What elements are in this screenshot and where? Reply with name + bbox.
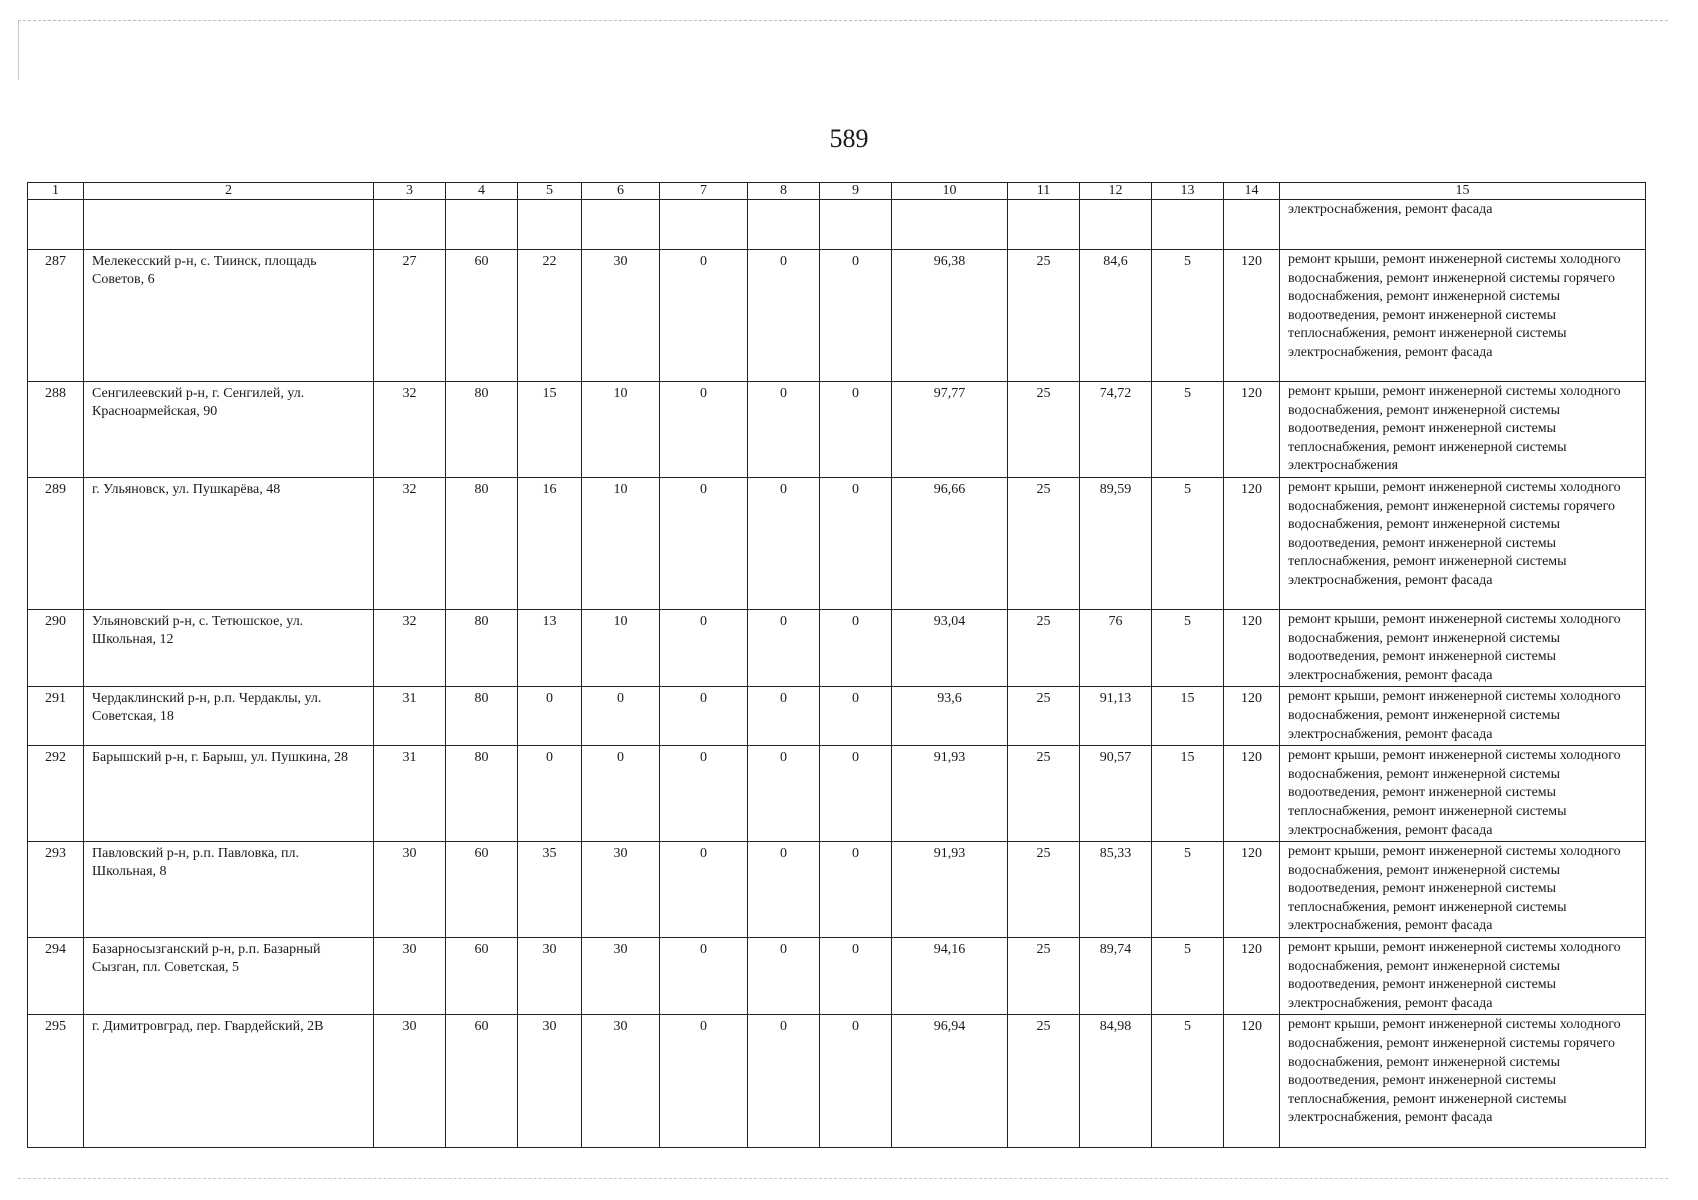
value-cell-col-5: 13: [518, 609, 582, 686]
works-list-cell: ремонт крыши, ремонт инженерной системы холодного водоснабжения, ремонт инженерной системы водоотведения, ремонт инженерной системы электроснабжения, ремонт фасада: [1280, 609, 1646, 686]
continuation-row: [28, 200, 1646, 250]
value-cell-col-6: 30: [582, 1015, 660, 1148]
value-cell-col-7: 0: [660, 938, 748, 1015]
column-header: 11: [1008, 183, 1080, 200]
value-cell-col-7: 0: [660, 250, 748, 382]
column-header: 6: [582, 183, 660, 200]
value-cell-col-11: 25: [1008, 842, 1080, 938]
value-cell-col-5: 16: [518, 477, 582, 609]
value-cell-col-8: 0: [748, 1015, 820, 1148]
table-row: [28, 938, 1646, 1015]
value-cell-col-10: 91,93: [892, 842, 1008, 938]
column-header: 9: [820, 183, 892, 200]
value-cell-col-6: 10: [582, 609, 660, 686]
value-cell-col-8: 0: [748, 938, 820, 1015]
value-cell-col-13: 5: [1152, 1015, 1224, 1148]
value-cell-col-12: 89,74: [1080, 938, 1152, 1015]
value-cell-col-14: 120: [1224, 1015, 1280, 1148]
table-row: [28, 687, 1646, 746]
scan-edge-bottom: [18, 1178, 1668, 1179]
value-cell-col-6: 0: [582, 746, 660, 842]
row-number-cell: 293: [28, 842, 84, 938]
value-cell-col-7: 0: [660, 477, 748, 609]
value-cell-col-9: 0: [820, 687, 892, 746]
column-header: 1: [28, 183, 84, 200]
value-cell-col-9: 0: [820, 477, 892, 609]
works-list-cell: ремонт крыши, ремонт инженерной системы холодного водоснабжения, ремонт инженерной системы электроснабжения, ремонт фасада: [1280, 687, 1646, 746]
value-cell-col-3: 30: [374, 938, 446, 1015]
address-cell: Павловский р-н, р.п. Павловка, пл. Школьная, 8: [84, 842, 374, 938]
value-cell-col-8: 0: [748, 609, 820, 686]
value-cell-col-8: 0: [748, 687, 820, 746]
column-number-row: [28, 183, 1646, 200]
value-cell-col-10: 93,04: [892, 609, 1008, 686]
value-cell-col-13: 5: [1152, 609, 1224, 686]
row-number-cell: 288: [28, 382, 84, 478]
table-row: [28, 477, 1646, 609]
value-cell-col-4: 80: [446, 382, 518, 478]
value-cell-col-11: 25: [1008, 477, 1080, 609]
column-header: 14: [1224, 183, 1280, 200]
value-cell-col-9: 0: [820, 1015, 892, 1148]
column-header: 13: [1152, 183, 1224, 200]
value-cell-col-5: 0: [518, 746, 582, 842]
row-number-cell: 287: [28, 250, 84, 382]
value-cell-col-7: 0: [660, 687, 748, 746]
value-cell-col-3: 32: [374, 477, 446, 609]
value-cell-col-11: 25: [1008, 1015, 1080, 1148]
row-number-cell: 295: [28, 1015, 84, 1148]
value-cell-col-11: 25: [1008, 250, 1080, 382]
value-cell-col-5: 15: [518, 382, 582, 478]
value-cell-col-12: 90,57: [1080, 746, 1152, 842]
table-row: [28, 746, 1646, 842]
value-cell-col-12: 84,6: [1080, 250, 1152, 382]
value-cell-col-13: 5: [1152, 477, 1224, 609]
column-header: 2: [84, 183, 374, 200]
value-cell-col-6: 10: [582, 382, 660, 478]
value-cell-col-8: 0: [748, 746, 820, 842]
row-number-cell: 289: [28, 477, 84, 609]
column-header: 4: [446, 183, 518, 200]
works-list-cell: ремонт крыши, ремонт инженерной системы холодного водоснабжения, ремонт инженерной системы горячего водоснабжения, ремонт инженерной системы водоотведения, ремонт инженерной системы теплоснабжения, ремонт инженерной системы электроснабжения, ремонт фасада: [1280, 1015, 1646, 1148]
value-cell-col-11: 25: [1008, 746, 1080, 842]
value-cell-col-10: 91,93: [892, 746, 1008, 842]
value-cell-col-11: 25: [1008, 382, 1080, 478]
value-cell-col-8: 0: [748, 842, 820, 938]
value-cell-col-8: 0: [748, 382, 820, 478]
column-header: 3: [374, 183, 446, 200]
column-header: 7: [660, 183, 748, 200]
address-cell: Базарносызганский р-н, р.п. Базарный Сызган, пл. Советская, 5: [84, 938, 374, 1015]
value-cell-col-5: 35: [518, 842, 582, 938]
value-cell-col-13: 5: [1152, 250, 1224, 382]
table-row: [28, 842, 1646, 938]
column-header: 10: [892, 183, 1008, 200]
value-cell-col-6: 30: [582, 938, 660, 1015]
value-cell-col-4: 80: [446, 687, 518, 746]
value-cell-col-14: 120: [1224, 842, 1280, 938]
column-header: 8: [748, 183, 820, 200]
value-cell-col-14: 120: [1224, 609, 1280, 686]
value-cell-col-3: 30: [374, 842, 446, 938]
value-cell-col-7: 0: [660, 746, 748, 842]
value-cell-col-13: 15: [1152, 746, 1224, 842]
column-header: 5: [518, 183, 582, 200]
value-cell-col-3: 31: [374, 687, 446, 746]
scan-edge-left: [18, 20, 19, 80]
address-cell: Чердаклинский р-н, р.п. Чердаклы, ул. Советская, 18: [84, 687, 374, 746]
address-cell: г. Димитровград, пер. Гвардейский, 2В: [84, 1015, 374, 1148]
value-cell-col-7: 0: [660, 1015, 748, 1148]
value-cell-col-14: 120: [1224, 687, 1280, 746]
value-cell-col-9: 0: [820, 842, 892, 938]
value-cell-col-14: 120: [1224, 477, 1280, 609]
row-number-cell: 290: [28, 609, 84, 686]
value-cell-col-10: 97,77: [892, 382, 1008, 478]
address-cell: Ульяновский р-н, с. Тетюшское, ул. Школьная, 12: [84, 609, 374, 686]
value-cell-col-10: 96,66: [892, 477, 1008, 609]
value-cell-col-9: 0: [820, 609, 892, 686]
value-cell-col-7: 0: [660, 842, 748, 938]
value-cell-col-8: 0: [748, 250, 820, 382]
page-number: 589: [829, 124, 869, 153]
value-cell-col-3: 27: [374, 250, 446, 382]
value-cell-col-5: 30: [518, 938, 582, 1015]
value-cell-col-3: 32: [374, 609, 446, 686]
address-cell: Барышский р-н, г. Барыш, ул. Пушкина, 28: [84, 746, 374, 842]
value-cell-col-13: 5: [1152, 842, 1224, 938]
value-cell-col-12: 76: [1080, 609, 1152, 686]
value-cell-col-11: 25: [1008, 609, 1080, 686]
table-row: [28, 609, 1646, 686]
value-cell-col-6: 0: [582, 687, 660, 746]
value-cell-col-10: 93,6: [892, 687, 1008, 746]
value-cell-col-11: 25: [1008, 938, 1080, 1015]
value-cell-col-9: 0: [820, 250, 892, 382]
value-cell-col-4: 80: [446, 477, 518, 609]
value-cell-col-6: 10: [582, 477, 660, 609]
value-cell-col-13: 5: [1152, 938, 1224, 1015]
value-cell-col-8: 0: [748, 477, 820, 609]
value-cell-col-13: 15: [1152, 687, 1224, 746]
works-list-cell: ремонт крыши, ремонт инженерной системы холодного водоснабжения, ремонт инженерной системы водоотведения, ремонт инженерной системы теплоснабжения, ремонт инженерной системы электроснабжения, ремонт фасада: [1280, 842, 1646, 938]
value-cell-col-14: 120: [1224, 938, 1280, 1015]
value-cell-col-12: 84,98: [1080, 1015, 1152, 1148]
value-cell-col-14: 120: [1224, 382, 1280, 478]
works-list-cell: ремонт крыши, ремонт инженерной системы холодного водоснабжения, ремонт инженерной системы горячего водоснабжения, ремонт инженерной системы водоотведения, ремонт инженерной системы теплоснабжения, ремонт инженерной системы электроснабжения, ремонт фасада: [1280, 250, 1646, 382]
value-cell-col-4: 60: [446, 1015, 518, 1148]
works-list-cell: ремонт крыши, ремонт инженерной системы холодного водоснабжения, ремонт инженерной системы водоотведения, ремонт инженерной системы теплоснабжения, ремонт инженерной системы электроснабжения: [1280, 382, 1646, 478]
column-header: 15: [1280, 183, 1646, 200]
value-cell-col-3: 31: [374, 746, 446, 842]
row-number-cell: 292: [28, 746, 84, 842]
value-cell-col-10: 96,38: [892, 250, 1008, 382]
table-row: [28, 250, 1646, 382]
value-cell-col-7: 0: [660, 609, 748, 686]
scan-edge-top: [18, 20, 1668, 21]
works-list-cell: ремонт крыши, ремонт инженерной системы холодного водоснабжения, ремонт инженерной системы горячего водоснабжения, ремонт инженерной системы водоотведения, ремонт инженерной системы теплоснабжения, ремонт инженерной системы электроснабжения, ремонт фасада: [1280, 477, 1646, 609]
table-body: [28, 183, 1646, 1148]
value-cell-col-4: 80: [446, 609, 518, 686]
value-cell-col-5: 0: [518, 687, 582, 746]
table-row: [28, 1015, 1646, 1148]
value-cell-col-12: 74,72: [1080, 382, 1152, 478]
registry-table: [27, 182, 1646, 1148]
value-cell-col-4: 80: [446, 746, 518, 842]
row-number-cell: 291: [28, 687, 84, 746]
works-list-cell: ремонт крыши, ремонт инженерной системы холодного водоснабжения, ремонт инженерной системы водоотведения, ремонт инженерной системы теплоснабжения, ремонт инженерной системы электроснабжения, ремонт фасада: [1280, 746, 1646, 842]
works-list-cell: ремонт крыши, ремонт инженерной системы холодного водоснабжения, ремонт инженерной системы водоотведения, ремонт инженерной системы электроснабжения, ремонт фасада: [1280, 938, 1646, 1015]
value-cell-col-4: 60: [446, 842, 518, 938]
address-cell: г. Ульяновск, ул. Пушкарёва, 48: [84, 477, 374, 609]
value-cell-col-10: 96,94: [892, 1015, 1008, 1148]
value-cell-col-4: 60: [446, 938, 518, 1015]
value-cell-col-5: 22: [518, 250, 582, 382]
column-header: 12: [1080, 183, 1152, 200]
continuation-text: электроснабжения, ремонт фасада: [1280, 200, 1646, 250]
value-cell-col-14: 120: [1224, 746, 1280, 842]
value-cell-col-7: 0: [660, 382, 748, 478]
value-cell-col-9: 0: [820, 746, 892, 842]
value-cell-col-4: 60: [446, 250, 518, 382]
address-cell: Мелекесский р-н, с. Тиинск, площадь Советов, 6: [84, 250, 374, 382]
value-cell-col-12: 85,33: [1080, 842, 1152, 938]
value-cell-col-3: 30: [374, 1015, 446, 1148]
value-cell-col-11: 25: [1008, 687, 1080, 746]
value-cell-col-13: 5: [1152, 382, 1224, 478]
table-row: [28, 382, 1646, 478]
value-cell-col-12: 91,13: [1080, 687, 1152, 746]
value-cell-col-6: 30: [582, 250, 660, 382]
value-cell-col-9: 0: [820, 382, 892, 478]
value-cell-col-10: 94,16: [892, 938, 1008, 1015]
value-cell-col-14: 120: [1224, 250, 1280, 382]
value-cell-col-12: 89,59: [1080, 477, 1152, 609]
value-cell-col-6: 30: [582, 842, 660, 938]
value-cell-col-9: 0: [820, 938, 892, 1015]
value-cell-col-5: 30: [518, 1015, 582, 1148]
row-number-cell: 294: [28, 938, 84, 1015]
value-cell-col-3: 32: [374, 382, 446, 478]
address-cell: Сенгилеевский р-н, г. Сенгилей, ул. Красноармейская, 90: [84, 382, 374, 478]
